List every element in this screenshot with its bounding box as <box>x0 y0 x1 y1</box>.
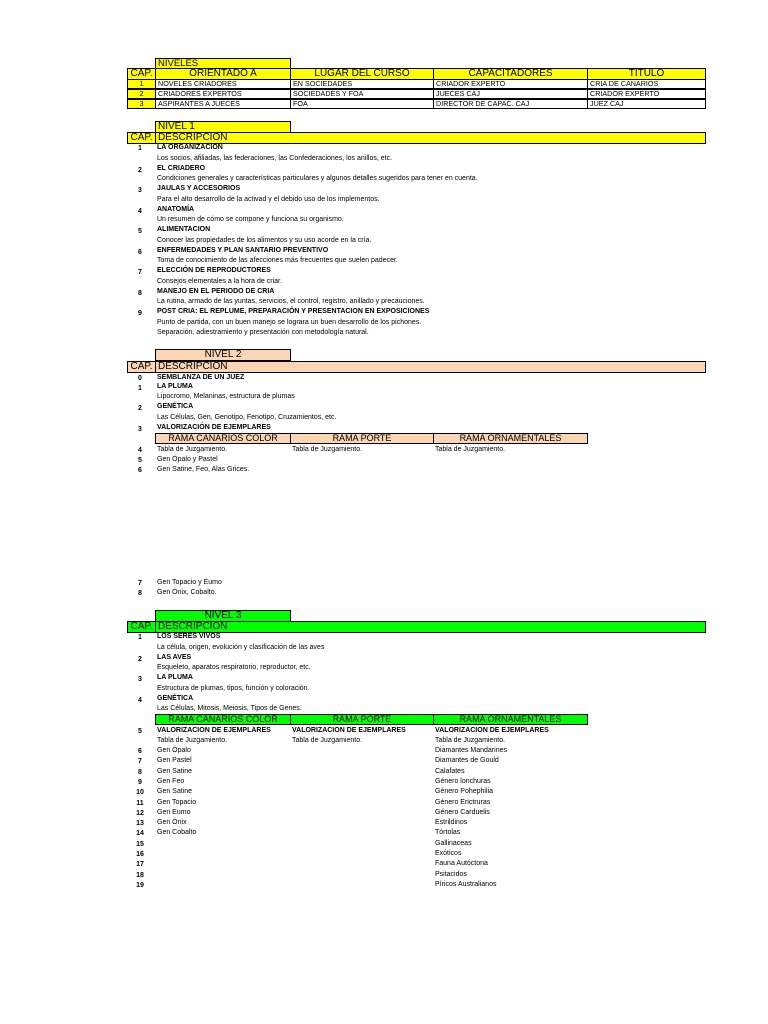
rama-ornamentales-item: Género Pohephilia <box>435 788 493 795</box>
rama-ornamentales-item: Diamantes Mandarines <box>435 747 507 754</box>
item-title: ALIMENTACION <box>157 226 211 233</box>
valorizacion-porte: VALORIZACION DE EJEMPLARES <box>292 727 406 734</box>
nivel2-cap-header: CAP. <box>127 361 156 373</box>
item-number: 8 <box>138 769 142 776</box>
niveles-header-orientado: ORIENTADO A <box>155 68 291 80</box>
nivel3-cap-header: CAP. <box>127 621 156 633</box>
item-description: Estructura de plumas, tipos, función y coloración. <box>157 685 310 692</box>
item-number: 9 <box>138 779 142 786</box>
rama-ornamentales-item: Fauna Autóctona <box>435 860 488 867</box>
rama-ornamentales-item: Gallinaceas <box>435 840 472 847</box>
rama-ornamentales-header: RAMA ORNAMENTALES <box>433 433 588 444</box>
item-number: 7 <box>138 580 142 587</box>
rama-ornamentales-item: Tórtolas <box>435 829 461 836</box>
item-title: ELECCIÓN DE REPRODUCTORES <box>157 267 271 274</box>
item-number: 17 <box>136 861 144 868</box>
item-description: Consejos elementales a la hora de criar. <box>157 278 282 285</box>
rama-ornamentales-item: Tabla de Juzgamiento. <box>435 737 506 744</box>
item-title: LA ORGANIZACION <box>157 144 223 151</box>
item-description: Toma de conocimiento de las afecciones más frecuentes que suelen padecer. <box>157 257 398 264</box>
item-title: LOS SERES VIVOS <box>157 633 221 640</box>
item-description: Lipocromo, Melaninas, estructura de plumas <box>157 393 295 400</box>
rama-canarios-item: Gen Topacio <box>157 799 197 806</box>
niveles-row-titulo: JUEZ CAJ <box>587 99 706 109</box>
item-number: 6 <box>138 748 142 755</box>
niveles-row-cap: 2 <box>127 89 156 99</box>
item-description: Separación, adiestramiento y presentación con metodología natural. <box>157 329 369 336</box>
rama-porte-item: Tabla de Juzgamiento. <box>292 446 363 453</box>
rama-ornamentales-item: Diamantes de Gould <box>435 757 499 764</box>
item-number: 2 <box>138 167 142 174</box>
rama-ornamentales-item: Calafates <box>435 768 465 775</box>
item-number: 2 <box>138 405 142 412</box>
item-number: 5 <box>138 728 142 735</box>
niveles-row-cap: 3 <box>127 99 156 109</box>
rama-ornamentales-item: Género Erictruras <box>435 799 491 806</box>
item-title: JAULAS Y ACCESORIOS <box>157 185 241 192</box>
item-title: ANATOMÍA <box>157 206 195 213</box>
niveles-row-titulo: CRIA DE CANARIOS <box>587 79 706 89</box>
item-description: Un resumen de cómo se compone y funciona su organismo. <box>157 216 344 223</box>
item-description: Las Células, Gen, Genotipo, Fenotipo, Cruzamientos, etc. <box>157 414 337 421</box>
rama-canarios-color-header: RAMA CANARIOS COLOR <box>155 714 291 725</box>
item-number: 18 <box>136 872 144 879</box>
rama-canarios-color-header: RAMA CANARIOS COLOR <box>155 433 291 444</box>
item-description: Condiciones generales y características particulares y algunos detalles sugeridos para tener en cuenta. <box>157 175 478 182</box>
rama-porte-header: RAMA PORTE <box>290 433 434 444</box>
niveles-row-capacitadores: DIRECTOR DE CAPAC. CAJ <box>433 99 588 109</box>
item-number: 12 <box>136 810 144 817</box>
rama-canarios-item: Gen Pastel <box>157 757 192 764</box>
item-number: 6 <box>138 249 142 256</box>
niveles-row-cap: 1 <box>127 79 156 89</box>
item-description: Para el alto desarrollo de la activad y el debido uso de los implementos. <box>157 196 380 203</box>
item-description: La célula, origen, evolución y clasificación de las aves <box>157 644 325 651</box>
item-title: ENFERMEDADES Y PLAN SANTARIO PREVENTIVO <box>157 247 329 254</box>
rama-ornamentales-item: Exóticos <box>435 850 462 857</box>
rama-canarios-item: Gen Ópalo <box>157 747 191 754</box>
niveles-row-orientado: CRIADORES EXPERTOS <box>155 89 291 99</box>
rama-canarios-item: Gen Satine <box>157 788 193 795</box>
item-number: 8 <box>138 590 142 597</box>
item-number: 4 <box>138 447 142 454</box>
item-title: SEMBLANZA DE UN JUEZ <box>157 374 245 381</box>
item-number: 8 <box>138 290 142 297</box>
item-title: LA PLUMA <box>157 674 193 681</box>
item-number: 1 <box>138 385 142 392</box>
item-number: 3 <box>138 676 142 683</box>
item-title: GENÉTICA <box>157 403 194 410</box>
rama-canarios-item: Gen Topacio y Eumo <box>157 579 222 586</box>
item-number: 0 <box>138 375 142 382</box>
item-number: 13 <box>136 820 144 827</box>
rama-porte-item: Tabla de Juzgamiento. <box>292 737 363 744</box>
rama-canarios-item: Tabla de Juzgamiento. <box>157 737 228 744</box>
rama-canarios-item: Gen Ópalo y Pastel <box>157 456 218 463</box>
niveles-row-lugar: SOCIEDADES Y FOA <box>290 89 434 99</box>
niveles-row-titulo: CRIADOR EXPERTO <box>587 89 706 99</box>
item-title: LAS AVES <box>157 654 192 661</box>
item-title: MANEJO EN EL PERIODO DE CRIA <box>157 288 275 295</box>
rama-ornamentales-header: RAMA ORNAMENTALES <box>433 714 588 725</box>
item-number: 6 <box>138 467 142 474</box>
nivel3-desc-header: DESCRIPCION <box>155 621 706 633</box>
nivel2-title: NIVEL 2 <box>155 349 291 361</box>
niveles-row-lugar: EN SOCIEDADES <box>290 79 434 89</box>
nivel2-desc-header: DESCRIPCION <box>155 361 706 373</box>
rama-porte-header: RAMA PORTE <box>290 714 434 725</box>
item-title: VALORIZACIÓN DE EJEMPLARES <box>157 424 271 431</box>
item-number: 1 <box>138 145 142 152</box>
item-number: 14 <box>136 830 144 837</box>
item-number: 16 <box>136 851 144 858</box>
item-number: 3 <box>138 426 142 433</box>
rama-ornamentales-item: Género Carduelis <box>435 809 490 816</box>
rama-canarios-item: Gen Satine <box>157 768 193 775</box>
nivel1-cap-header: CAP. <box>127 132 156 144</box>
item-title: POST CRIA: EL REPLUME, PREPARACIÓN Y PRESENTACION EN EXPOSICIONES <box>157 308 430 315</box>
rama-canarios-item: Gen Cobalto <box>157 829 197 836</box>
rama-canarios-item: Gen Satine, Feo, Alas Grices. <box>157 466 250 473</box>
valorizacion-ornamentales: VALORIZACION DE EJEMPLARES <box>435 727 549 734</box>
item-title: EL CRIADERO <box>157 165 206 172</box>
niveles-header-lugar: LUGAR DEL CURSO <box>290 68 434 80</box>
rama-canarios-item: Gen Ónix <box>157 819 187 826</box>
item-description: Las Células, Mitosis, Meiosis, Tipos de Genes. <box>157 705 302 712</box>
item-description: Conocer las propiedades de los alimentos y su uso acorde en la cría. <box>157 237 372 244</box>
item-number: 4 <box>138 208 142 215</box>
item-description: Punto de partida, con un buen manejo se lograra un buen desarrollo de los pichones. <box>157 319 422 326</box>
rama-ornamentales-item: Psitacidos <box>435 871 467 878</box>
rama-ornamentales-item: Estrildinos <box>435 819 468 826</box>
rama-canarios-item: Gen Eumo <box>157 809 191 816</box>
item-number: 7 <box>138 269 142 276</box>
item-number: 5 <box>138 457 142 464</box>
item-number: 7 <box>138 758 142 765</box>
niveles-header-capacitadores: CAPACITADORES <box>433 68 588 80</box>
niveles-row-capacitadores: CRIADOR EXPERTO <box>433 79 588 89</box>
nivel1-desc-header: DESCRIPCION <box>155 132 706 144</box>
rama-canarios-item: Gen Ónix, Cobalto. <box>157 589 217 596</box>
rama-ornamentales-item: Género lonchuras <box>435 778 491 785</box>
item-number: 1 <box>138 634 142 641</box>
item-number: 4 <box>138 697 142 704</box>
item-title: LA PLUMA <box>157 383 193 390</box>
item-description: La rutina, armado de las yuntas, servicios, el control, registro, anillado y precauciones. <box>157 298 425 305</box>
nivel3-title: NIVEL 3 <box>155 610 291 622</box>
item-number: 11 <box>136 800 144 807</box>
valorizacion-canarios: VALORIZACION DE EJEMPLARES <box>157 727 271 734</box>
niveles-header-titulo: TÍTULO <box>587 68 706 80</box>
niveles-row-orientado: ASPIRANTES A JUECES <box>155 99 291 109</box>
item-number: 2 <box>138 656 142 663</box>
item-number: 10 <box>136 789 144 796</box>
nivel1-title: NIVEL 1 <box>155 121 291 133</box>
niveles-title: NIVELES <box>155 58 291 69</box>
item-number: 19 <box>136 882 144 889</box>
rama-ornamentales-item: Píricos Australianos <box>435 881 497 888</box>
item-description: Esqueleto, aparatos respiratorio, reproductor, etc. <box>157 664 311 671</box>
item-number: 3 <box>138 187 142 194</box>
niveles-row-lugar: FOA <box>290 99 434 109</box>
rama-ornamentales-item: Tabla de Juzgamiento. <box>435 446 506 453</box>
niveles-row-capacitadores: JUECES CAJ <box>433 89 588 99</box>
rama-canarios-item: Gen Feo <box>157 778 185 785</box>
niveles-row-orientado: NOVELES CRIADORES <box>155 79 291 89</box>
rama-canarios-item: Tabla de Juzgamiento. <box>157 446 228 453</box>
niveles-header-cap: CAP. <box>127 68 156 80</box>
item-number: 9 <box>138 310 142 317</box>
item-title: GENÉTICA <box>157 695 194 702</box>
item-description: Los socios, afiliadas, las federaciones, las Confederaciones, los anillos, etc. <box>157 155 393 162</box>
item-number: 15 <box>136 841 144 848</box>
item-number: 5 <box>138 228 142 235</box>
